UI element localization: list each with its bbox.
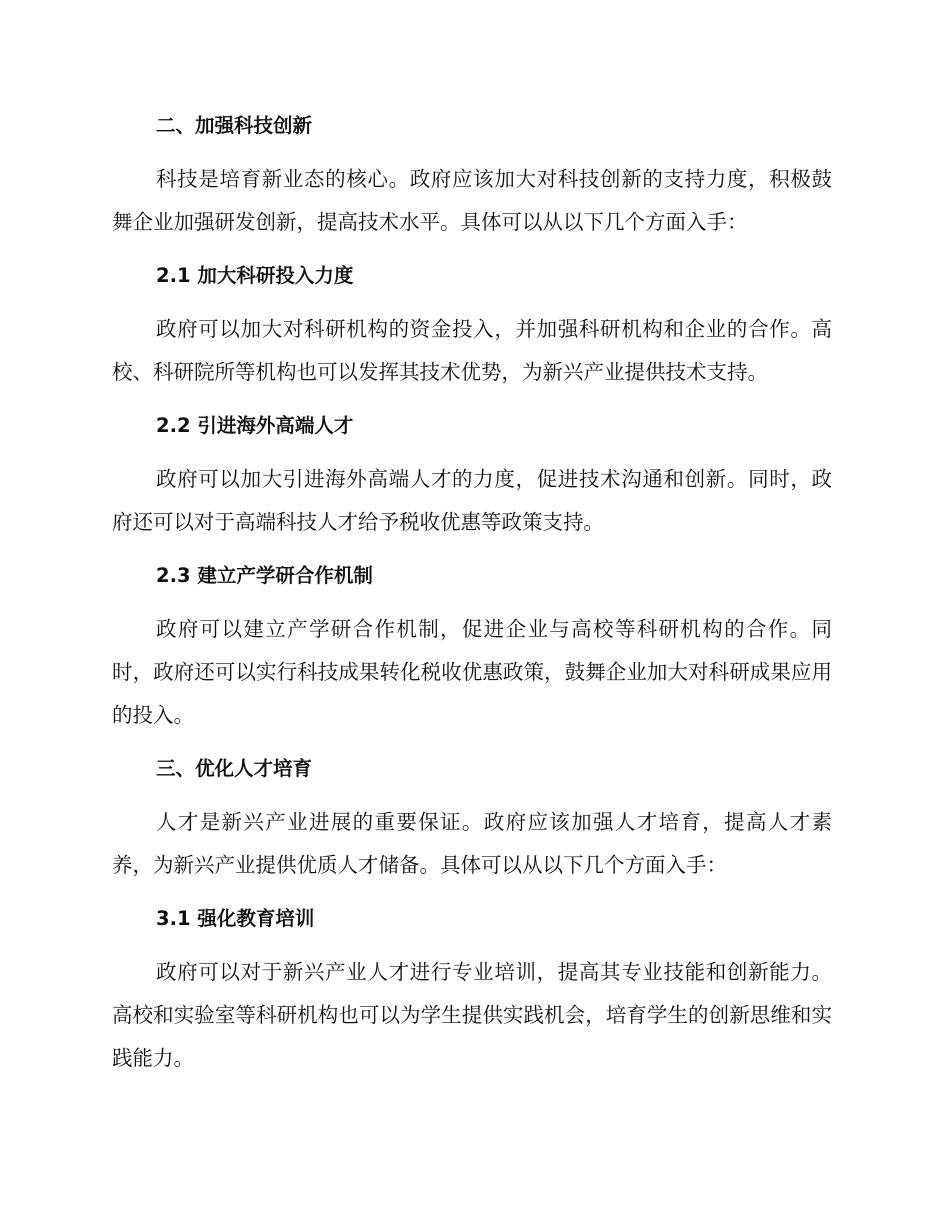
paragraph-2-2: 政府可以加大引进海外高端人才的力度，促进技术沟通和创新。同时，政府还可以对于高端科技人才给予税收优惠等政策支持。 [112,467,832,534]
subsection-heading-3-1: 3.1 强化教育培训 [156,907,315,930]
subsection-heading-2-1: 2.1 加大科研投入力度 [156,264,354,287]
paragraph-talent-intro: 人才是新兴产业进展的重要保证。政府应该加强人才培育，提高人才素养，为新兴产业提供优质人才储备。具体可以从以下几个方面入手： [112,810,832,877]
paragraph-2-1: 政府可以加大对科研机构的资金投入，并加强科研机构和企业的合作。高校、科研院所等机构也可以发挥其技术优势，为新兴产业提供技术支持。 [112,317,832,384]
paragraph-2-3: 政府可以建立产学研合作机制，促进企业与高校等科研机构的合作。同时，政府还可以实行科技成果转化税收优惠政策，鼓舞企业加大对科研成果应用的投入。 [112,617,832,727]
paragraph-3-1: 政府可以对于新兴产业人才进行专业培训，提高其专业技能和创新能力。高校和实验室等科研机构也可以为学生提供实践机会，培育学生的创新思维和实践能力。 [112,960,832,1070]
paragraph-tech-innovation-intro: 科技是培育新业态的核心。政府应该加大对科技创新的支持力度，积极鼓舞企业加强研发创新，提高技术水平。具体可以从以下几个方面入手： [112,167,832,234]
document-body [112,106,832,1092]
subsection-heading-2-3: 2.3 建立产学研合作机制 [156,564,373,587]
section-heading-optimize-talent: 三、优化人才培育 [156,757,313,780]
section-heading-strengthen-tech-innovation: 二、加强科技创新 [156,114,313,137]
subsection-heading-2-2: 2.2 引进海外高端人才 [156,414,354,437]
